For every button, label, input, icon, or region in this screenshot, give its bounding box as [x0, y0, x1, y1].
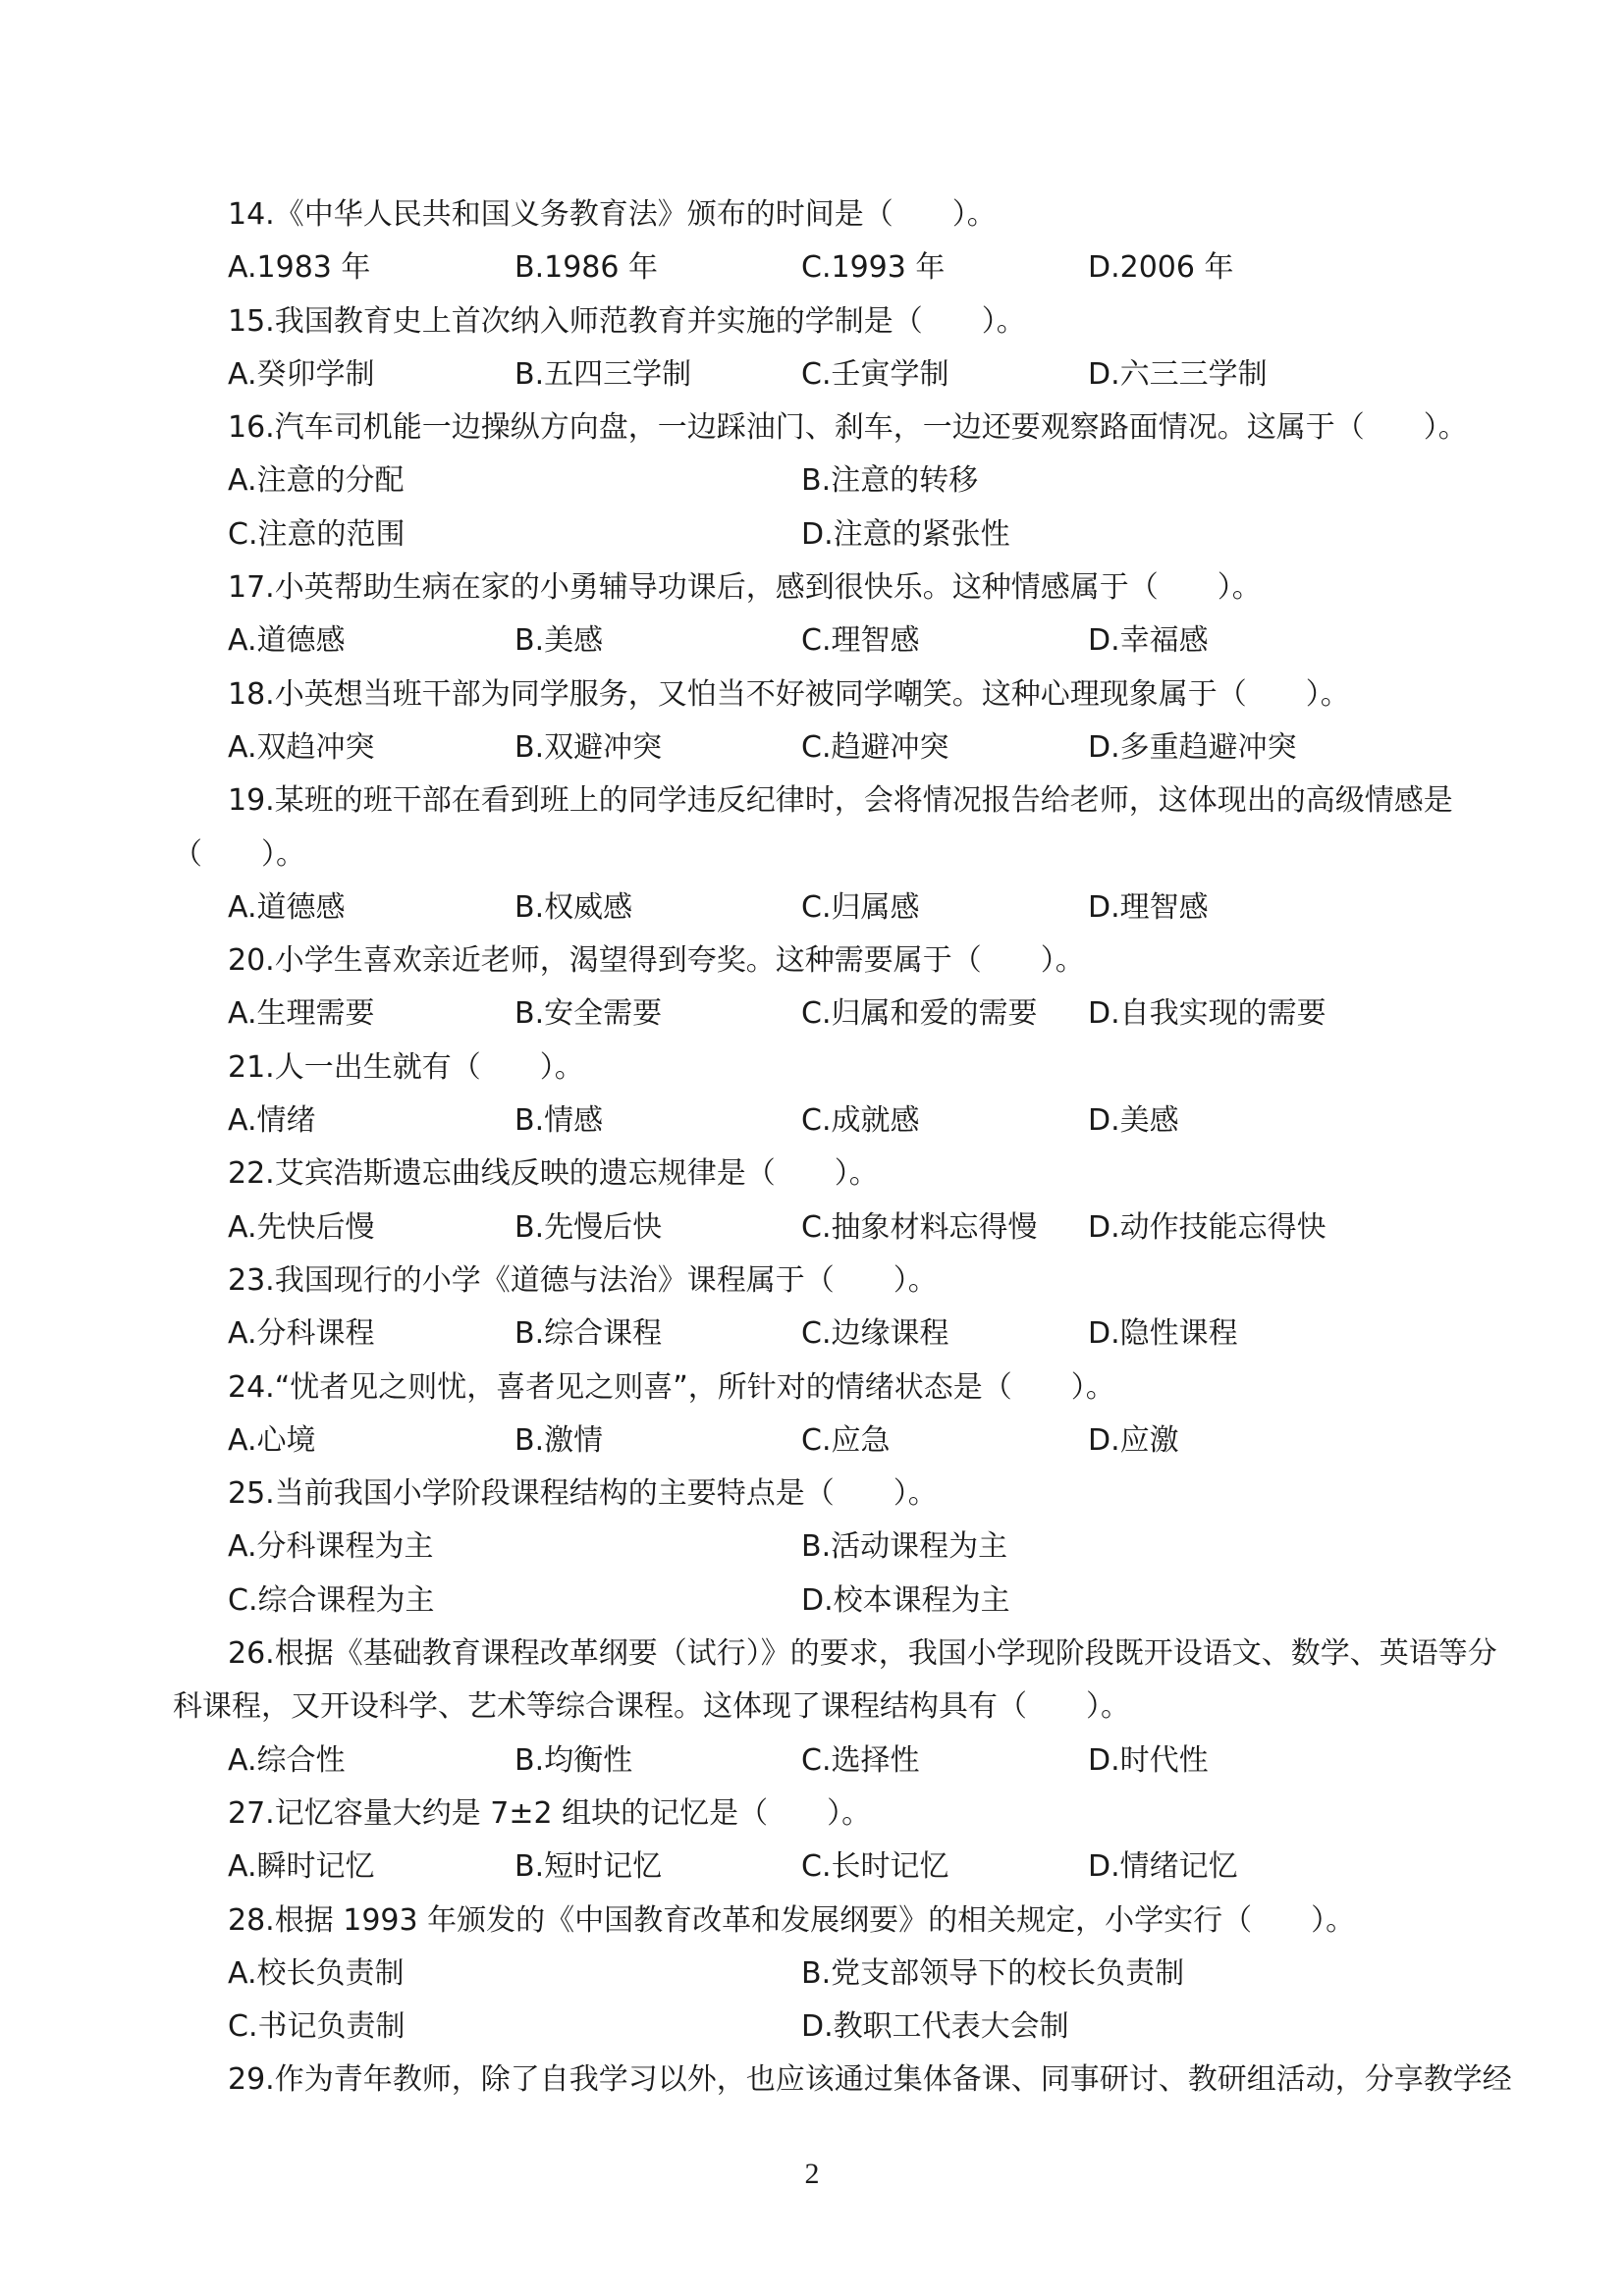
- option-b: B.五四三学制: [514, 356, 692, 392]
- option-a: A.分科课程: [228, 1316, 375, 1352]
- options-row: [173, 881, 1459, 934]
- option-c: C.选择性: [801, 1742, 920, 1778]
- options-row: [173, 1095, 1459, 1148]
- option-a: A.先快后慢: [228, 1209, 375, 1245]
- option-b: B.注意的转移: [801, 463, 979, 499]
- option-d: D.自我实现的需要: [1088, 996, 1326, 1032]
- option-c: C.趋避冲突: [801, 729, 949, 765]
- option-d: D.幸福感: [1088, 623, 1209, 659]
- options-row: [173, 1735, 1459, 1788]
- option-b: B.双避冲突: [514, 729, 663, 765]
- question-list: [173, 188, 1512, 2108]
- page-number: 2: [804, 2158, 820, 2190]
- option-a: A.1983 年: [228, 250, 371, 286]
- question-stem: 22.艾宾浩斯遗忘曲线反映的遗忘规律是（ ）。: [228, 1156, 879, 1192]
- option-b: B.美感: [514, 623, 604, 659]
- option-b: B.均衡性: [514, 1742, 633, 1778]
- option-b: B.情感: [514, 1103, 604, 1139]
- options-row: [173, 454, 1459, 507]
- option-a: A.双趋冲突: [228, 729, 375, 765]
- option-c: C.理智感: [801, 623, 920, 659]
- question-stem-continuation: （ ）。: [173, 836, 305, 872]
- option-c: C.1993 年: [801, 250, 946, 286]
- option-b: B.党支部领导下的校长负责制: [801, 1955, 1185, 1991]
- option-d: D.美感: [1088, 1103, 1179, 1139]
- option-a: A.道德感: [228, 623, 346, 659]
- question-stem: 28.根据 1993 年颁发的《中国教育改革和发展纲要》的相关规定，小学实行（ ）。: [228, 1902, 1356, 1938]
- question-stem: 19.某班的班干部在看到班上的同学违反纪律时，会将情况报告给老师，这体现出的高级情感是: [228, 783, 1453, 819]
- option-b: B.综合课程: [514, 1316, 663, 1352]
- option-a: A.癸卯学制: [228, 356, 375, 392]
- option-d: D.教职工代表大会制: [801, 2009, 1069, 2045]
- option-c: C.抽象材料忘得慢: [801, 1209, 1038, 1245]
- question-stem: 23.我国现行的小学《道德与法治》课程属于（ ）。: [228, 1262, 938, 1298]
- question-stem: 17.小英帮助生病在家的小勇辅导功课后，感到很快乐。这种情感属于（ ）。: [228, 570, 1262, 606]
- option-b: B.权威感: [514, 889, 633, 925]
- option-d: D.应激: [1088, 1422, 1179, 1458]
- option-c: C.注意的范围: [228, 516, 406, 552]
- question-stem: 24.“忧者见之则忧，喜者见之则喜”，所针对的情绪状态是（ ）。: [228, 1369, 1115, 1405]
- option-d: D.注意的紧张性: [801, 516, 1010, 552]
- question-stem: 21.人一出生就有（ ）。: [228, 1049, 584, 1085]
- option-c: C.书记负责制: [228, 2009, 406, 2045]
- options-row: [173, 1841, 1459, 1894]
- option-c: C.归属和爱的需要: [801, 996, 1038, 1032]
- options-row: [173, 614, 1459, 667]
- option-d: D.动作技能忘得快: [1088, 1209, 1326, 1245]
- option-a: A.情绪: [228, 1103, 316, 1139]
- option-a: A.综合性: [228, 1742, 346, 1778]
- question-stem: 16.汽车司机能一边操纵方向盘，一边踩油门、刹车，一边还要观察路面情况。这属于（ ）。: [228, 410, 1468, 446]
- option-d: D.隐性课程: [1088, 1316, 1238, 1352]
- question-stem: 25.当前我国小学阶段课程结构的主要特点是（ ）。: [228, 1476, 938, 1512]
- option-c: C.壬寅学制: [801, 356, 949, 392]
- option-a: A.分科课程为主: [228, 1529, 434, 1565]
- question-stem: 15.我国教育史上首次纳入师范教育并实施的学制是（ ）。: [228, 303, 1026, 339]
- option-c: C.综合课程为主: [228, 1582, 435, 1618]
- options-row: [173, 1308, 1459, 1361]
- option-d: D.时代性: [1088, 1742, 1209, 1778]
- option-b: B.短时记忆: [514, 1849, 663, 1885]
- option-a: A.注意的分配: [228, 463, 405, 499]
- option-c: C.成就感: [801, 1103, 920, 1139]
- question-stem: 18.小英想当班干部为同学服务，又怕当不好被同学嘲笑。这种心理现象属于（ ）。: [228, 676, 1350, 712]
- options-row: [173, 348, 1459, 401]
- options-row: [173, 1415, 1459, 1468]
- options-row: [173, 1201, 1459, 1255]
- option-b: B.1986 年: [514, 250, 659, 286]
- question-stem-continuation: 科课程，又开设科学、艺术等综合课程。这体现了课程结构具有（ ）。: [173, 1689, 1130, 1725]
- option-d: D.多重趋避冲突: [1088, 729, 1297, 765]
- question-stem: 26.根据《基础教育课程改革纲要（试行）》的要求，我国小学现阶段既开设语文、数学、英语等分: [228, 1636, 1497, 1672]
- option-d: D.校本课程为主: [801, 1582, 1010, 1618]
- options-row: [173, 241, 1459, 294]
- option-d: D.理智感: [1088, 889, 1209, 925]
- option-c: C.归属感: [801, 889, 920, 925]
- question-stem: 29.作为青年教师，除了自我学习以外，也应该通过集体备课、同事研讨、教研组活动，分享教学经: [228, 2062, 1512, 2098]
- options-row: [173, 721, 1459, 774]
- option-b: B.先慢后快: [514, 1209, 663, 1245]
- option-a: A.瞬时记忆: [228, 1849, 375, 1885]
- option-c: C.长时记忆: [801, 1849, 949, 1885]
- option-c: C.边缘课程: [801, 1316, 949, 1352]
- options-row: [173, 2001, 1459, 2054]
- option-b: B.激情: [514, 1422, 604, 1458]
- options-row: [173, 1521, 1459, 1574]
- option-b: B.活动课程为主: [801, 1529, 1008, 1565]
- question-stem: 20.小学生喜欢亲近老师，渴望得到夸奖。这种需要属于（ ）。: [228, 943, 1085, 979]
- option-a: A.道德感: [228, 889, 346, 925]
- option-d: D.情绪记忆: [1088, 1849, 1238, 1885]
- option-b: B.安全需要: [514, 996, 663, 1032]
- options-row: [173, 1575, 1459, 1628]
- option-d: D.六三三学制: [1088, 356, 1268, 392]
- option-a: A.校长负责制: [228, 1955, 405, 1991]
- option-c: C.应急: [801, 1422, 891, 1458]
- option-a: A.生理需要: [228, 996, 375, 1032]
- question-stem: 27.记忆容量大约是 7±2 组块的记忆是（ ）。: [228, 1795, 872, 1831]
- options-row: [173, 508, 1459, 561]
- option-d: D.2006 年: [1088, 250, 1234, 286]
- options-row: [173, 1948, 1459, 2001]
- options-row: [173, 988, 1459, 1041]
- question-stem: 14.《中华人民共和国义务教育法》颁布的时间是（ ）。: [228, 197, 997, 232]
- option-a: A.心境: [228, 1422, 316, 1458]
